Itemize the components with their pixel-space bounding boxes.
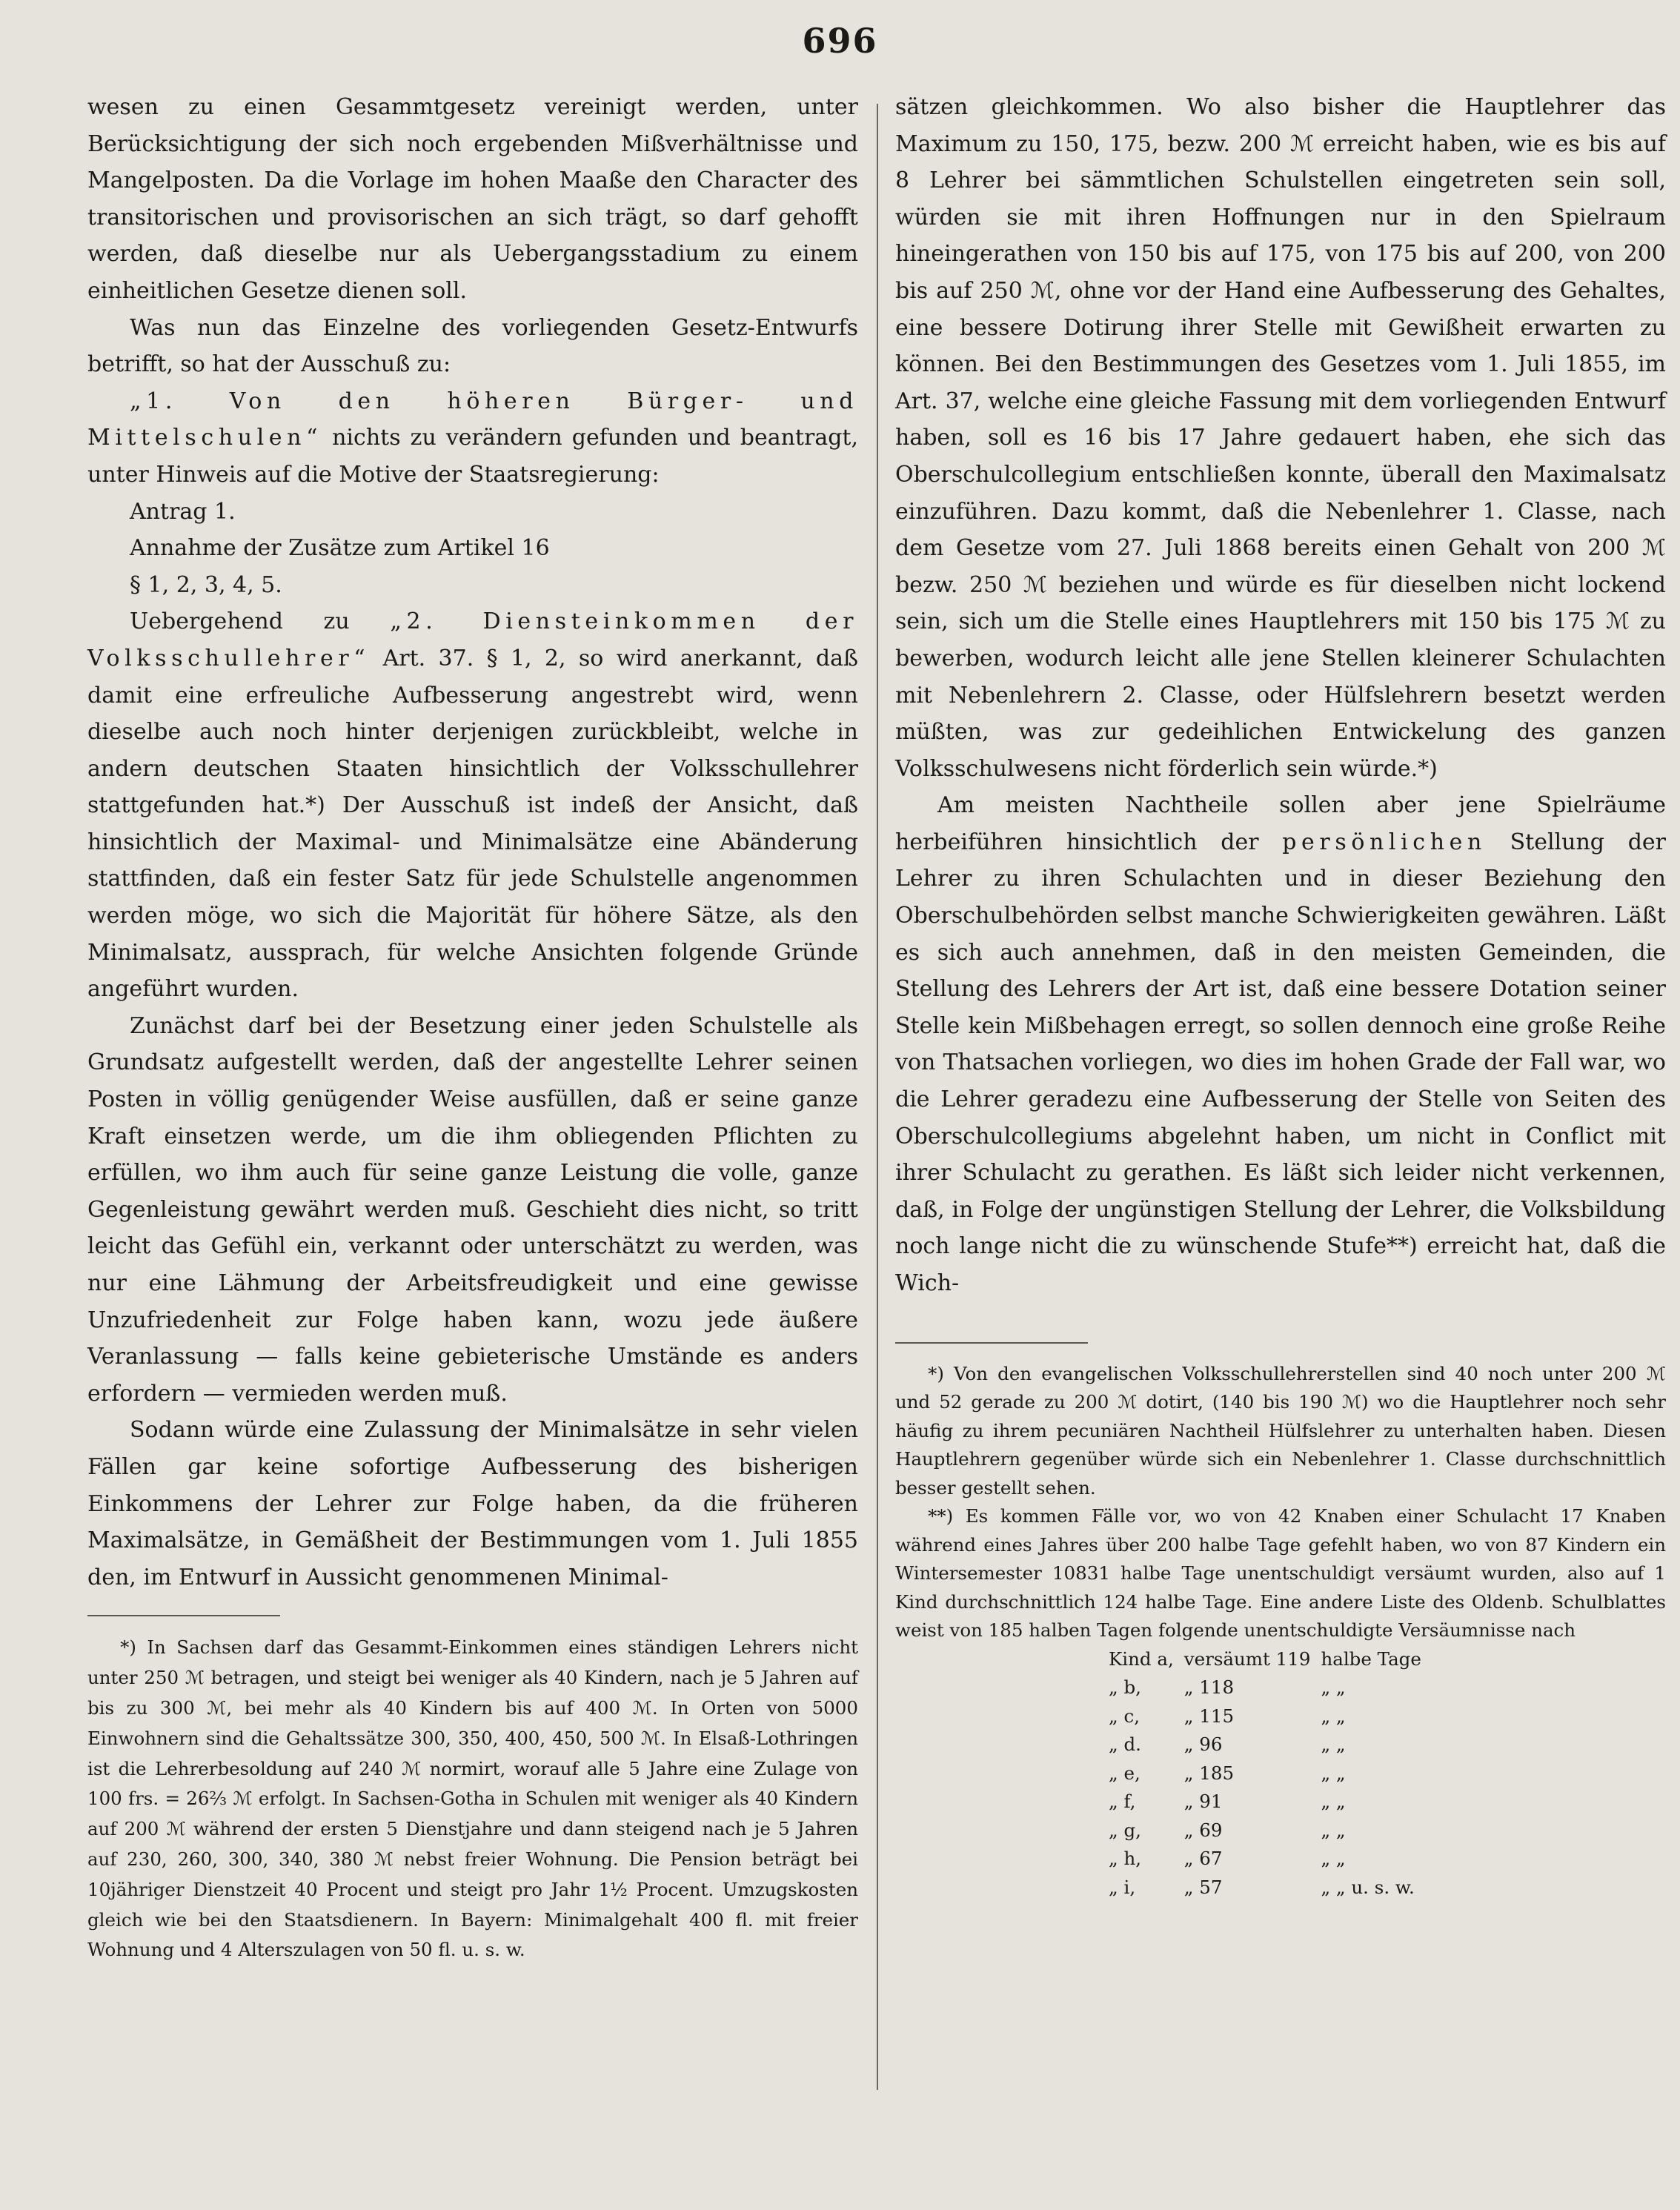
table-cell-label: Kind a, [1109,1647,1174,1670]
annahme-line: Annahme der Zusätze zum Artikel 16 [130,535,550,562]
paragraph-references: § 1, 2, 3, 4, 5. [130,571,282,598]
table-cell-unit: „ „ [1321,1762,1346,1784]
paragraph-intro: wesen zu einen Gesammtgesetz vereinigt werden, unter Berücksichtigung der sich noch ergebenden Mißverhältnisse und Mangelposten. Da die Vorlage im hohen Maaße den Character des transitorischen und provisorischen an sich trägt, so darf gehofft werden, daß dieselbe nur als Uebergangsstadium zu einem einheitlichen Gesetze dienen soll. [87,94,858,304]
paragraph-spielraeume: Am meisten Nachtheile sollen aber jene Spielräume herbeiführen hinsichtlich der persönlichen Stellung der Lehrer zu ihren Schulachten und in dieser Beziehung den Oberschulbehörden selbst manche Schwierigkeiten gewähren. Läßt es sich auch annehmen, daß in den meisten Gemeinden, die Stellung des Lehrers der Art ist, daß eine bessere Dotation seiner Stelle kein Mißbehagen erregt, so sollen dennoch eine große Reihe von Thatsachen vorliegen, wo dies im hohen Grade der Fall war, wo die Lehrer geradezu eine Aufbesserung der Stelle von Seiten des Oberschulcollegiums abgelehnt haben, um nicht in Conflict mit ihrer Schulacht zu gerathen. Es läßt sich leider nicht verkennen, daß, in Folge der ungünstigen Stellung der Lehrer, die Volksbildung noch lange nicht die zu wünschende Stufe**) erreicht hat, daß die Wich- [895,792,1666,1296]
table-cell-label: „ d. [1109,1733,1141,1756]
table-cell-label: „ b, [1109,1676,1141,1699]
right-column [895,89,1666,1902]
table-cell-unit: „ „ [1321,1705,1346,1727]
paragraph-diensteinkommen: Uebergehend zu „2. Diensteinkommen der Volksschullehrer“ Art. 37. § 1, 2, so wird anerkannt, daß damit eine erfreuliche Aufbesserung angestrebt wird, wenn dieselbe auch noch hinter derjenigen zurückbleibt, welche in andern deutschen Staaten hinsichtlich der Volksschullehrer stattgefunden hat.*) Der Ausschuß ist indeß der Ansicht, daß hinsichtlich der Maximal- und Minimalsätze eine Abänderung stattfinden, daß ein fester Satz für jede Schulstelle angenommen werden möge, wo sich die Majorität für höhere Sätze, als den Minimalsatz, aussprach, für welche Ansichten folgende Gründe angeführt wurden. [87,608,859,1003]
footnotes-right [895,1360,1666,1902]
table-row [1109,1730,1432,1759]
table-row [1109,1673,1432,1702]
table-row [1109,1645,1432,1674]
footnote-left [87,1633,858,1965]
table-cell-label: „ f, [1109,1791,1136,1813]
footnote-versaeumnisse: **) Es kommen Fälle vor, wo von 42 Knaben einer Schulacht 17 Knaben während eines Jahres über 200 halbe Tage gefehlt haben, wo von 87 Kindern ein Wintersemester 10831 halbe Tage unentschuldigt versäumt wurden, also auf 1 Kind durchschnittlich 124 halbe Tage. Eine andere Liste des Oldenb. Schulblattes weist von 185 halben Tagen folgende unentschuldigte Versäumnisse nach [895,1505,1666,1642]
footnote-evangelisch: *) Von den evangelischen Volksschullehrerstellen sind 40 noch unter 200 ℳ und 52 gerade zu 200 ℳ dotirt, (140 bis 190 ℳ) wo die Hauptlehrer noch sehr häufig zu ihrem pecuniären Nachtheil Hülfslehrer zu unterhalten haben. Diesen Hauptlehrern gegenüber würde sich ein Nebenlehrer 1. Classe durchschnittlich besser gestellt sehen. [895,1362,1666,1499]
table-row [1109,1816,1432,1845]
column-divider [877,104,878,2090]
table-cell-unit: „ „ [1321,1848,1346,1870]
table-row [1109,1702,1432,1731]
table-cell-value: „ 57 [1183,1876,1223,1898]
table-cell-unit: „ „ u. s. w. [1321,1876,1415,1898]
table-cell-unit: „ „ [1321,1733,1346,1756]
paragraph-grundsatz: Zunächst darf bei der Besetzung einer jeden Schulstelle als Grundsatz aufgestellt werden, daß der angestellte Lehrer seinen Posten in völlig genügender Weise ausfüllen, daß er seine ganze Kraft einsetzen werde, um die ihm obliegenden Pflichten zu erfüllen, wo ihm auch für seine ganze Leistung die volle, ganze Gegenleistung gewährt werden muß. Geschieht dies nicht, so tritt leicht das Gefühl ein, verkannt oder unterschätzt zu werden, was nur eine Lähmung der Arbeitsfreudigkeit und eine gewisse Unzufriedenheit zur Folge haben kann, wozu jede äußere Veranlassung — falls keine gebieterische Umstände es anders erfordern — vermieden werden muß. [87,1012,858,1407]
table-cell-unit: „ „ [1321,1676,1346,1699]
table-cell-value: „ 118 [1183,1676,1235,1699]
table-row [1109,1845,1432,1874]
table-cell-label: „ e, [1109,1762,1141,1784]
table-cell-label: „ h, [1109,1848,1142,1870]
paragraph-maximum: sätzen gleichkommen. Wo also bisher die Hauptlehrer das Maximum zu 150, 175, bezw. 200 ℳ erreicht haben, wie es bis auf 8 Lehrer bei sämmtlichen Schulstellen eingetreten sein soll, würden sie mit ihren Hoffnungen nur in den Spielraum hineingerathen von 150 bis auf 175, von 175 bis auf 200, von 200 bis auf 250 ℳ, ohne vor der Hand eine Aufbesserung des Gehaltes, eine bessere Dotirung ihrer Stelle mit Gewißheit erwarten zu können. Bei den Bestimmungen des Gesetzes vom 1. Juli 1855, im Art. 37, welche eine gleiche Fassung mit dem vorliegenden Entwurf haben, soll es 16 bis 17 Jahre gedauert haben, ehe sich das Oberschulcollegium entschließen konnte, überall den Maximalsatz einzuführen. Dazu kommt, daß die Nebenlehrer 1. Classe, nach dem Gesetze vom 27. Juli 1868 bereits einen Gehalt von 200 ℳ bezw. 250 ℳ beziehen und würde es für dieselben nicht lockend sein, sich um die Stelle eines Hauptlehrers mit 150 bis 175 ℳ zu bewerben, wodurch leicht alle jene Stellen kleinerer Schulachten mit Nebenlehrern 2. Classe, oder Hülfslehrern besetzt werden müßten, was zur gedeihlichen Entwickelung des ganzen Volksschulwesens nicht förderlich sein würde.*) [895,94,1666,782]
table-cell-value: „ 96 [1183,1733,1223,1756]
table-cell-unit: halbe Tage [1321,1647,1421,1670]
table-cell-value: „ 67 [1183,1848,1223,1870]
table-cell-value: „ 185 [1183,1762,1235,1784]
table-cell-value: „ 115 [1183,1705,1235,1727]
table-cell-value: „ 69 [1183,1819,1223,1841]
section-title-schools: „1. Von den höheren Bürger- und Mittelschulen“ [87,388,858,451]
page-number: 696 [802,21,878,61]
paragraph-minimalsaetze: Sodann würde eine Zulassung der Minimalsätze in sehr vielen Fällen gar keine sofortige Aufbesserung des bisherigen Einkommens der Lehrer zur Folge haben, da die früheren Maximalsätze, in Gemäßheit der Bestimmungen vom 1. Juli 1855 den, im Entwurf in Aussicht genommenen Minimal- [87,1417,858,1590]
footnote-rule [895,1342,1088,1344]
table-cell-label: „ i, [1109,1876,1136,1898]
table-cell-value: „ 91 [1183,1791,1223,1813]
table-cell-unit: „ „ [1321,1791,1346,1813]
section-title-income: „2. Diensteinkommen der Volksschullehrer“ [87,608,859,671]
absence-table [1109,1645,1432,1902]
table-cell-value: versäumt 119 [1183,1647,1311,1670]
table-cell-label: „ g, [1109,1819,1141,1841]
table-cell-label: „ c, [1109,1705,1140,1727]
footnote-rule [87,1615,280,1616]
left-column [87,89,858,1965]
antrag-heading: Antrag 1. [130,498,236,525]
paragraph-entwurf: Was nun das Einzelne des vorliegenden Gesetz-Entwurfs betrifft, so hat der Ausschuß zu: [87,314,858,378]
footnote-sachsen: *) In Sachsen darf das Gesammt-Einkommen eines ständigen Lehrers nicht unter 250 ℳ betragen, und steigt bei weniger als 40 Kindern, nach je 5 Jahren auf bis zu 300 ℳ, bei mehr als 40 Kindern bis auf 400 ℳ. In Orten von 5000 Einwohnern sind die Gehaltssätze 300, 350, 400, 450, 500 ℳ. In Elsaß-Lothringen ist die Lehrerbesoldung auf 240 ℳ normirt, worauf alle 5 Jahre eine Zulage von 100 frs. = 26⅔ ℳ erfolgt. In Sachsen-Gotha in Schulen mit weniger als 40 Kindern auf 200 ℳ während der ersten 5 Dienstjahre und dann steigend nach je 5 Jahren auf 230, 260, 300, 340, 380 ℳ nebst freier Wohnung. Die Pension beträgt bei 10jähriger Dienstzeit 40 Procent und steigt pro Jahr 1½ Procent. Umzugskosten gleich wie bei den Staatsdienern. In Bayern: Minimalgehalt 400 fl. mit freier Wohnung und 4 Alterszulagen von 50 fl. u. s. w. [87,1636,858,1961]
table-cell-unit: „ „ [1321,1819,1346,1841]
table-row [1109,1759,1432,1788]
table-row [1109,1788,1432,1816]
table-row [1109,1874,1432,1902]
paragraph-buergerschulen: „1. Von den höheren Bürger- und Mittelschulen“ nichts zu verändern gefunden und beantragt, unter Hinweis auf die Motive der Staatsregierung: [87,388,858,488]
emphasis-persoenlichen: persönlichen [1282,829,1487,855]
